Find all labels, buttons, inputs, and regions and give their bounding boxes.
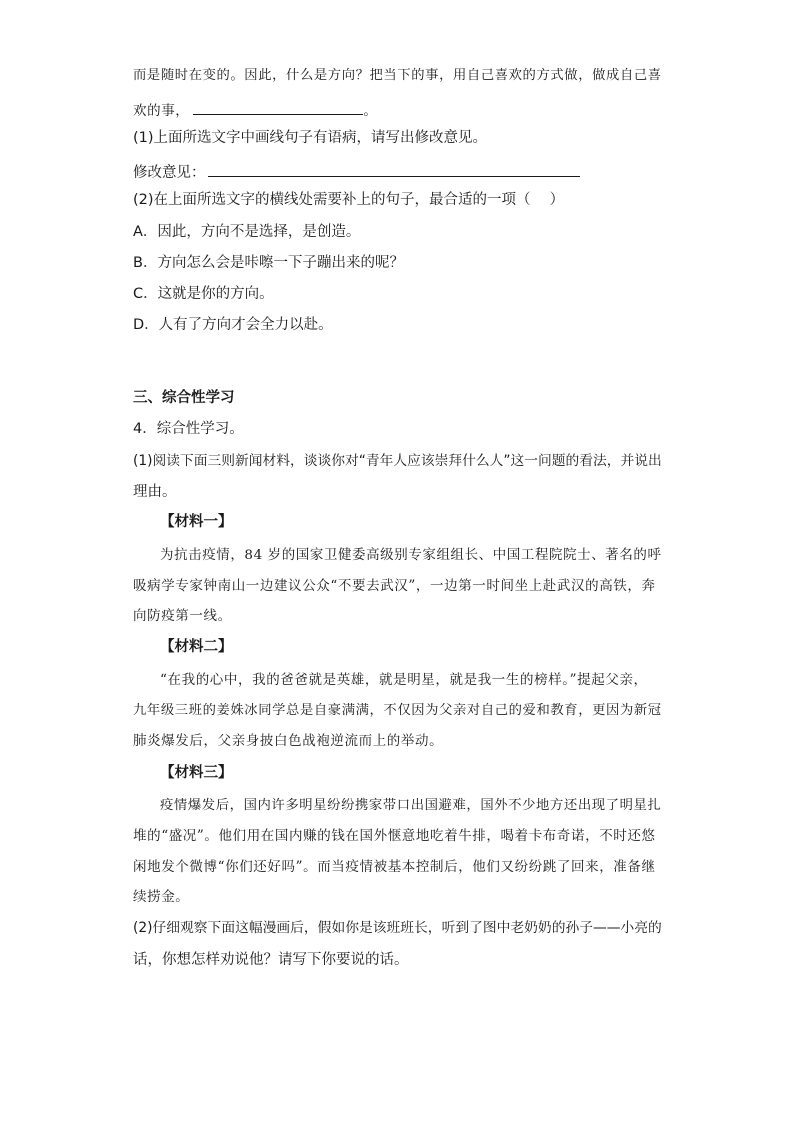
sub-question-2: (2)仔细观察下面这幅漫画后，假如你是该班班长，听到了图中老奶奶的孙子——小亮的 <box>133 920 662 936</box>
material-line: 闲地发个微博“你们还好吗”。而当疫情被基本控制后，他们又纷纷跳了回来，准备继 <box>133 859 656 875</box>
passage-text: 欢的事， <box>133 103 190 119</box>
fill-in-blank <box>193 98 363 115</box>
sub-question-2-cont: 话，你想怎样劝说他？请写下你要说的话。 <box>133 952 409 968</box>
answer-line <box>133 160 580 183</box>
material-line: 吸病学专家钟南山一边建议公众“不要去武汉”，一边第一时间坐上赴武汉的高铁，奔 <box>133 578 656 594</box>
material-line: 续捞金。 <box>133 889 190 905</box>
material-line: 堆的“盛况”。他们用在国内赚的钱在国外惬意地吃着牛排，喝着卡布奇诺，不时还悠 <box>133 828 656 844</box>
passage-line-with-blank <box>133 98 378 121</box>
material-label: 【材料一】 <box>160 514 233 530</box>
section-heading: 三、综合性学习 <box>133 390 235 406</box>
passage-end: 。 <box>363 103 378 119</box>
material-line: 肺炎爆发后，父亲身披白色战袍逆流而上的举动。 <box>133 733 444 749</box>
option-a: A．因此，方向不是选择，是创造。 <box>133 224 361 240</box>
passage-line: 而是随时在变的。因此，什么是方向？把当下的事，用自己喜欢的方式做，做成自己喜 <box>133 68 662 83</box>
material-label: 【材料二】 <box>160 639 233 655</box>
sub-question-1-cont: 理由。 <box>133 484 177 500</box>
material-line: 为抗击疫情，84 岁的国家卫健委高级别专家组组长、中国工程院院士、著名的呼 <box>160 547 662 563</box>
material-label: 【材料三】 <box>160 765 233 781</box>
option-c: C．这就是你的方向。 <box>133 286 274 302</box>
answer-blank <box>208 160 580 177</box>
material-line: 向防疫第一线。 <box>133 608 232 624</box>
question-1: (1)上面所选文字中画线句子有语病，请写出修改意见。 <box>133 130 488 146</box>
material-line: 九年级三班的姜姝冰同学总是自豪满满，不仅因为父亲对自己的爱和教育，更因为新冠 <box>133 703 662 718</box>
option-b: B．方向怎么会是咔嚓一下子蹦出来的呢？ <box>133 255 404 271</box>
question-2: (2)在上面所选文字的横线处需要补上的句子，最合适的一项（ ） <box>133 192 565 208</box>
answer-label: 修改意见： <box>133 165 206 181</box>
material-line: “在我的心中，我的爸爸就是英雄，就是明星，就是我一生的榜样。”提起父亲， <box>160 672 648 688</box>
question-4-title: 4．综合性学习。 <box>133 421 244 437</box>
option-d: D．人有了方向才会全力以赴。 <box>133 317 333 333</box>
sub-question-1: (1)阅读下面三则新闻材料，谈谈你对“青年人应该崇拜什么人”这一问题的看法，并说出 <box>133 453 662 469</box>
material-line: 疫情爆发后，国内许多明星纷纷携家带口出国避难，国外不少地方还出现了明星扎 <box>160 798 662 813</box>
